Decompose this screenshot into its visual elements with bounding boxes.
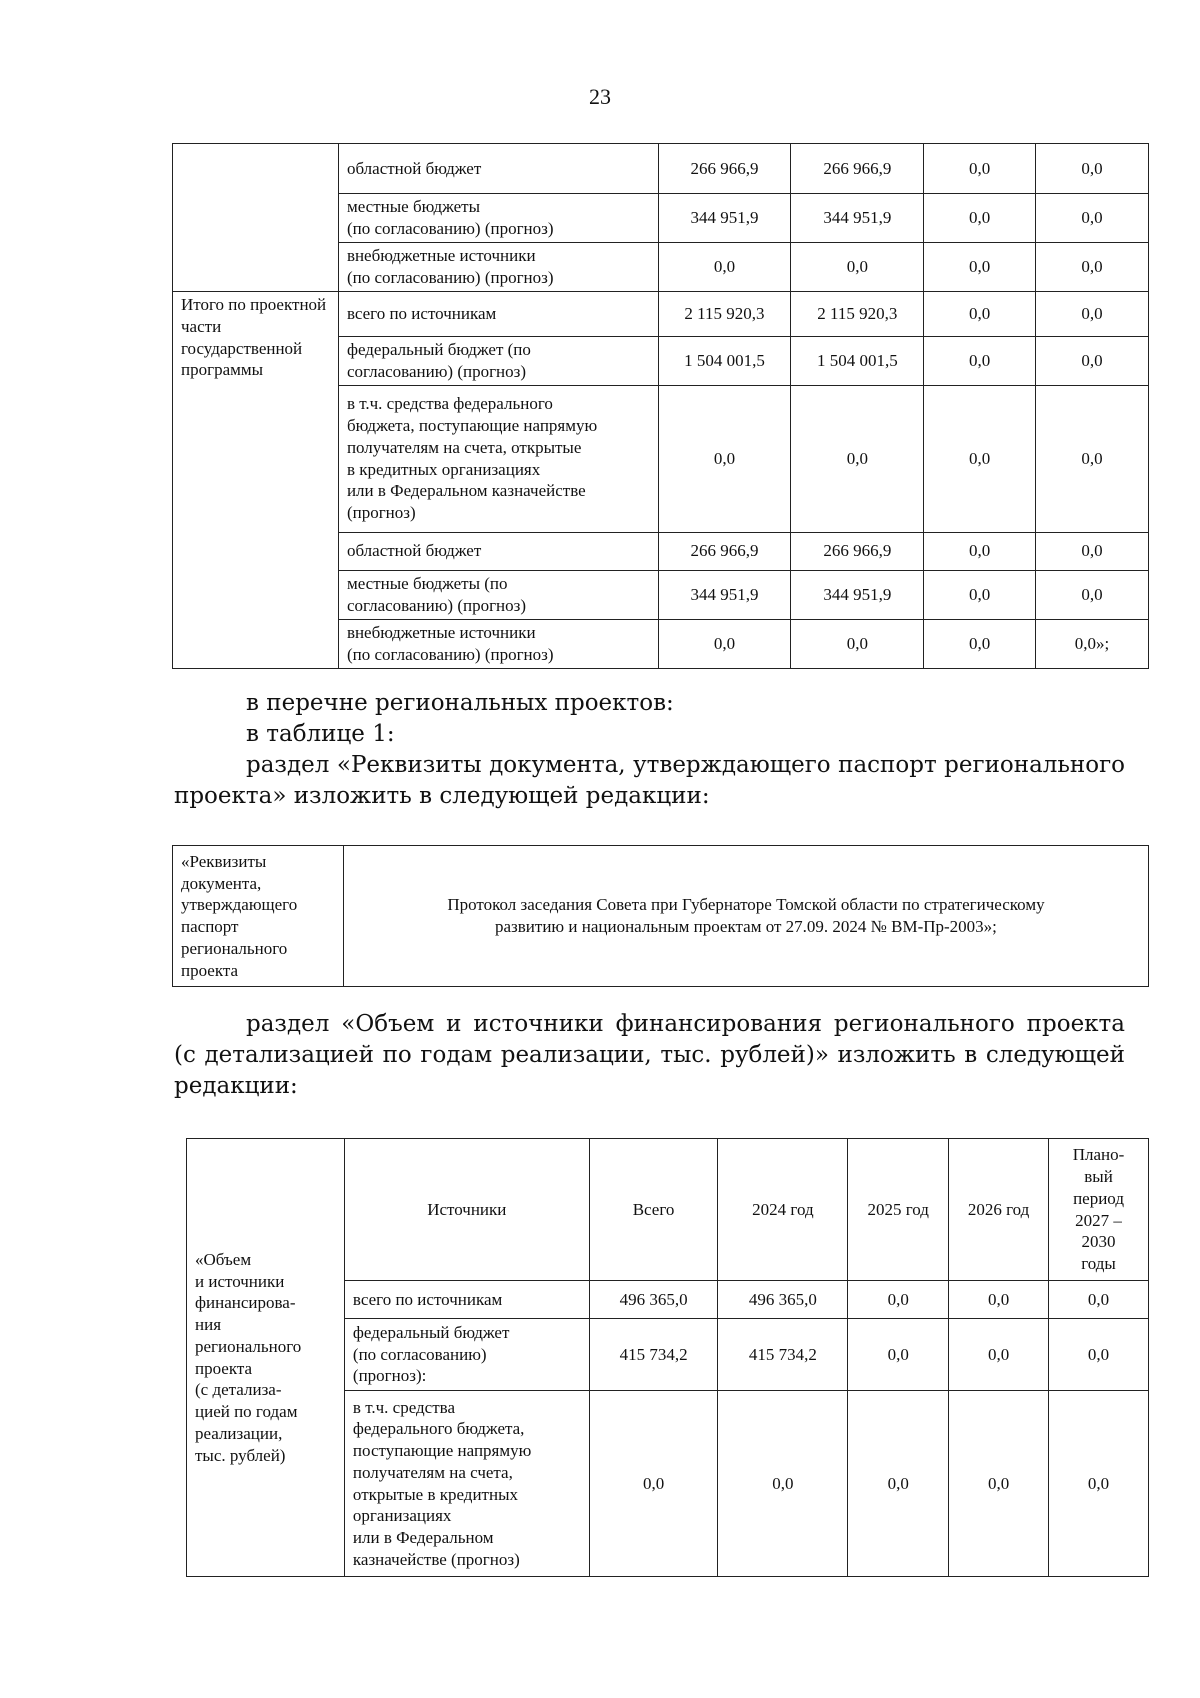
value-text: 0,0 [642,1473,665,1493]
value-text: 0,0 [772,1473,794,1493]
value-text: 0,0 [1087,1473,1110,1493]
value-cell [1036,385,1149,532]
value-cell [791,194,924,243]
value-cell [589,1391,718,1577]
value-cell [658,570,791,619]
value-text: 0,0 [1081,350,1103,370]
value-cell [718,1319,848,1391]
value-cell [924,292,1036,337]
regional-project-financing-table [186,1138,1149,1577]
source-text: внебюджетные источники (по согласованию) (прогноз) [346,246,554,287]
value-cell [924,619,1036,668]
source-cell [344,1391,589,1577]
source-cell [338,337,658,386]
column-header [589,1139,718,1281]
value-cell [718,1391,848,1577]
column-header-text: 2024 год [752,1199,814,1219]
value-cell [658,243,791,292]
paragraph-section-volume-3: редакции: [174,1073,298,1099]
value-text: 0,0 [969,350,991,370]
source-cell [338,570,658,619]
source-text: федеральный бюджет (по согласованию) (прогноз): [352,1322,510,1386]
value-cell [1036,292,1149,337]
value-cell [718,1281,848,1319]
source-cell [338,144,658,194]
value-text: 0,0 [969,448,991,468]
source-cell [338,385,658,532]
value-cell [791,570,924,619]
column-header [344,1139,589,1281]
paragraph-section-volume-2: (с детализацией по годам реализации, тыс. рублей)» изложить в следующей [174,1042,1125,1068]
value-text: 0,0 [1081,257,1103,277]
requisites-label [173,846,344,987]
value-cell [589,1281,718,1319]
value-cell [924,243,1036,292]
value-cell [924,337,1036,386]
value-cell [791,337,924,386]
column-header [1049,1139,1149,1281]
value-text: 0,0 [969,541,991,561]
source-text: областной бюджет [346,158,482,178]
value-cell [589,1319,718,1391]
column-header [949,1139,1049,1281]
value-text: 0,0 [987,1289,1010,1309]
value-text: 0,0 [969,208,991,228]
value-text: 0,0 [987,1473,1010,1493]
value-cell [658,292,791,337]
source-cell [344,1281,589,1319]
value-cell [1036,337,1149,386]
value-cell [658,337,791,386]
paragraph-section-requisites-2: проекта» изложить в следующей редакции: [174,783,710,809]
page-number: 23 [589,84,611,109]
requisites-label-text: «Реквизиты документа, утверждающего паспорт регионального проекта [181,851,298,980]
paragraph-section-requisites-1: раздел «Реквизиты документа, утверждающего паспорт регионального [246,752,1125,778]
table-row [173,292,1149,337]
value-text: 0,0 [1081,208,1103,228]
value-cell [949,1391,1049,1577]
value-text: 0,0 [846,448,868,468]
table3-label-text: «Объем и источники финансирова- ния регионального проекта (с детализа- цией по годам реализации, тыс. рублей) [195,1249,302,1465]
source-text: всего по источникам [346,304,497,324]
value-text: 266 966,9 [823,541,892,561]
group-label-text: Итого по проектной части государственной программы [181,295,327,380]
value-cell [658,385,791,532]
value-cell [1049,1391,1149,1577]
table3-label-cell [187,1139,345,1577]
value-text: 2 115 920,3 [817,304,898,324]
value-cell [924,144,1036,194]
value-cell [658,144,791,194]
value-text: 266 966,9 [690,541,759,561]
value-cell [1049,1281,1149,1319]
source-cell [338,194,658,243]
value-cell [1036,570,1149,619]
value-cell [791,144,924,194]
source-text: областной бюджет [346,541,482,561]
value-text: 344 951,9 [690,208,759,228]
value-cell [1036,194,1149,243]
source-text: в т.ч. средства федерального бюджета, поступающие напрямую получателям на счета, открытые в кредитных организациях или в Федеральном казначействе (прогноз) [352,1397,532,1569]
column-header-text: Всего [632,1199,675,1219]
empty-label-cell [173,144,339,292]
value-cell [791,532,924,570]
value-text: 415 734,2 [619,1344,688,1364]
value-cell [791,243,924,292]
value-text: 0,0»; [1074,633,1110,653]
value-cell [658,532,791,570]
value-cell [658,619,791,668]
group-label-cell [173,292,339,669]
value-text: 0,0 [1081,541,1103,561]
value-text: 0,0 [1087,1289,1110,1309]
value-text: 0,0 [1087,1344,1110,1364]
value-text: 0,0 [969,257,991,277]
column-header-text: Плано- вый период 2027 – 2030 годы [1072,1145,1125,1273]
value-text: 1 504 001,5 [684,350,765,370]
paragraph-table-1: в таблице 1: [246,721,395,747]
value-cell [791,385,924,532]
value-cell [1049,1319,1149,1391]
value-text: 0,0 [846,633,868,653]
column-header [848,1139,949,1281]
value-cell [924,532,1036,570]
paragraph-regional-projects: в перечне региональных проектов: [246,690,674,716]
value-cell [924,385,1036,532]
column-header [718,1139,848,1281]
source-text: в т.ч. средства федерального бюджета, поступающие напрямую получателям на счета, открытые в кредитных организациях или в Федеральном казначействе (прогноз) [346,394,598,522]
value-cell [924,194,1036,243]
value-cell [848,1319,949,1391]
value-text: 0,0 [969,584,991,604]
requisites-table [172,845,1149,987]
source-text: всего по источникам [352,1289,503,1309]
value-cell [1036,144,1149,194]
source-text: внебюджетные источники (по согласованию) (прогноз) [346,622,554,664]
value-cell [1036,619,1149,668]
financing-table-continued [172,143,1149,669]
source-cell [338,292,658,337]
value-text: 0,0 [887,1344,909,1364]
value-text: 0,0 [1081,304,1103,324]
header-row [187,1139,1149,1281]
source-cell [338,532,658,570]
value-text: 0,0 [713,633,736,653]
column-header-text: 2025 год [867,1199,929,1219]
value-text: 0,0 [969,633,991,653]
source-cell [338,619,658,668]
value-cell [848,1391,949,1577]
value-cell [791,292,924,337]
value-text: 0,0 [887,1473,909,1493]
value-text: 266 966,9 [690,158,759,178]
value-text: 266 966,9 [823,158,892,178]
value-text: 0,0 [713,448,736,468]
value-text: 1 504 001,5 [816,350,898,370]
value-text: 0,0 [1081,158,1103,178]
source-text: местные бюджеты (по согласованию) (прогноз) [346,573,527,615]
value-cell [924,570,1036,619]
value-cell [949,1281,1049,1319]
paragraph-section-volume-1: раздел «Объем и источники финансирования регионального проекта [246,1011,1125,1037]
column-header-text: Источники [427,1199,507,1219]
value-cell [1036,532,1149,570]
value-text: 2 115 920,3 [684,304,765,324]
value-text: 344 951,9 [823,584,892,604]
source-cell [338,243,658,292]
value-text: 0,0 [1081,448,1103,468]
value-text: 0,0 [846,257,868,277]
value-text: 496 365,0 [619,1289,688,1309]
value-text: 0,0 [713,257,736,277]
requisites-content [343,846,1148,987]
value-cell [1036,243,1149,292]
value-text: 0,0 [887,1289,909,1309]
value-text: 0,0 [969,158,991,178]
table-row [173,144,1149,194]
value-text: 344 951,9 [690,584,759,604]
value-text: 496 365,0 [748,1289,817,1309]
value-text: 344 951,9 [823,208,892,228]
source-cell [344,1319,589,1391]
value-text: 0,0 [1081,584,1103,604]
value-cell [848,1281,949,1319]
source-text: федеральный бюджет (по согласованию) (прогноз) [346,340,531,381]
source-text: местные бюджеты (по согласованию) (прогноз) [346,197,554,238]
value-cell [791,619,924,668]
requisites-content-text: Протокол заседания Совета при Губернаторе Томской области по стратегическому развитию и национальным проектам от 27.09. 2024 № ВМ-Пр-2003»; [447,895,1045,936]
column-header-text: 2026 год [967,1199,1030,1219]
value-cell [658,194,791,243]
value-cell [949,1319,1049,1391]
value-text: 415 734,2 [748,1344,817,1364]
value-text: 0,0 [987,1344,1010,1364]
value-text: 0,0 [969,304,991,324]
